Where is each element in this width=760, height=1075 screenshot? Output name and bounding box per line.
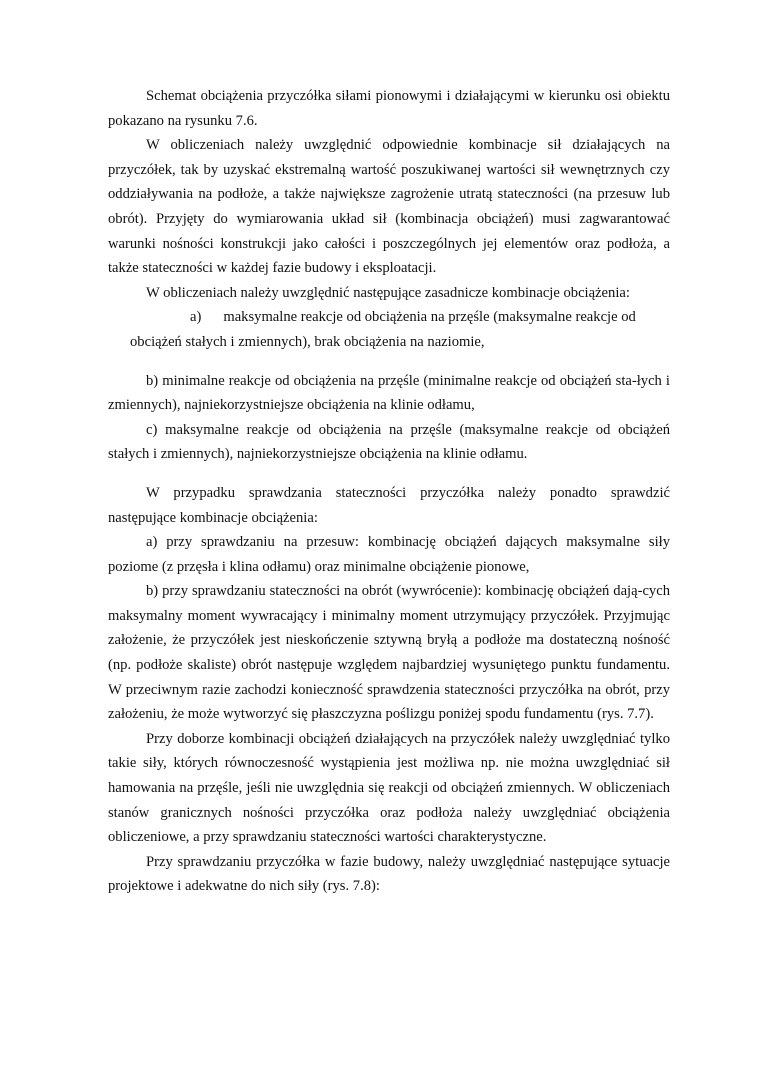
list2-item-b: b) przy sprawdzaniu stateczności na obrót (wywrócenie): kombinację obciążeń dają-cych maksymalny moment wywracający i minimalny moment utrzymujący przyczółek. Przyjmując założenie, że przyczółek jest nieskończenie sztywną bryłą a podłoże ma dostateczną nośność (np. podłoże skaliste) obrót następuje względem najbardziej wysuniętego punktu fundamentu. W przeciwnym razie zachodzi konieczność sprawdzenia stateczności przyczółka na obrót, przy założeniu, że może wytworzyć się płaszczyzna poślizgu poniżej spodu fundamentu (rys. 7.7). <box>108 583 670 723</box>
paragraph-construction-phase: Przy sprawdzaniu przyczółka w fazie budowy, należy uwzględniać następujące sytuacje projektowe i adekwatne do nich siły (rys. 7.8): <box>108 853 670 895</box>
paragraph-list-intro: W obliczeniach należy uwzględnić następujące zasadnicze kombinacje obciążenia: <box>146 284 630 301</box>
paragraph-intro: Schemat obciążenia przyczółka siłami pionowymi i działającymi w kierunku osi obiektu pokazano na rysunku 7.6. <box>108 88 670 129</box>
document-page <box>108 84 670 899</box>
list1-item-a-text: maksymalne reakcje od obciążenia na przęśle (maksymalne reakcje od <box>223 309 636 326</box>
list2-item-a: a) przy sprawdzaniu na przesuw: kombinację obciążeń dających maksymalne siły poziome (z przęsła i klina odłamu) oraz minimalne obciążenie pionowe, <box>108 534 670 575</box>
paragraph-selection: Przy doborze kombinacji obciążeń działających na przyczółek należy uwzględniać tylko takie siły, których równoczesność wystąpienia jest możliwa np. nie można uwzględniać sił hamowania na przęśle, jeśli nie uwzględnia się reakcji od obciążeń zmiennych. W obliczeniach stanów granicznych nośności przyczółka oraz podłoża należy uwzględniać obciążenia obliczeniowe, a przy sprawdzaniu stateczności wartości charakterystyczne. <box>108 730 670 846</box>
list1-item-a-marker: a) <box>190 309 202 326</box>
paragraph-combinations: W obliczeniach należy uwzględnić odpowiednie kombinacje sił działających na przyczółek, tak by uzyskać ekstremalną wartość poszukiwanej wartości sił wewnętrznych czy oddziaływania na podłoże, a także największe zagrożenie utratą stateczności (na przesuw lub obrót). Przyjęty do wymiarowania układ sił (kombinacja obciążeń) musi zagwarantować warunki nośności konstrukcji jako całości i poszczególnych jej elementów oraz podłoża, a także stateczności w każdej fazie budowy i eksploatacji. <box>108 137 670 277</box>
paragraph-stability: W przypadku sprawdzania stateczności przyczółka należy ponadto sprawdzić następujące kombinacje obciążenia: <box>108 484 670 526</box>
list1-item-a-first <box>108 305 670 330</box>
list1-item-a-cont: obciążeń stałych i zmiennych), brak obciążenia na naziomie, <box>130 333 485 350</box>
list1-item-c: c) maksymalne reakcje od obciążenia na przęśle (maksymalne reakcje od obciążeń stałych i zmiennych), najniekorzystniejsze obciążenia na klinie odłamu. <box>108 421 670 463</box>
list1-item-b: b) minimalne reakcje od obciążenia na przęśle (minimalne reakcje od obciążeń sta-łych i zmiennych), najniekorzystniejsze obciążenia na klinie odłamu, <box>108 372 670 414</box>
